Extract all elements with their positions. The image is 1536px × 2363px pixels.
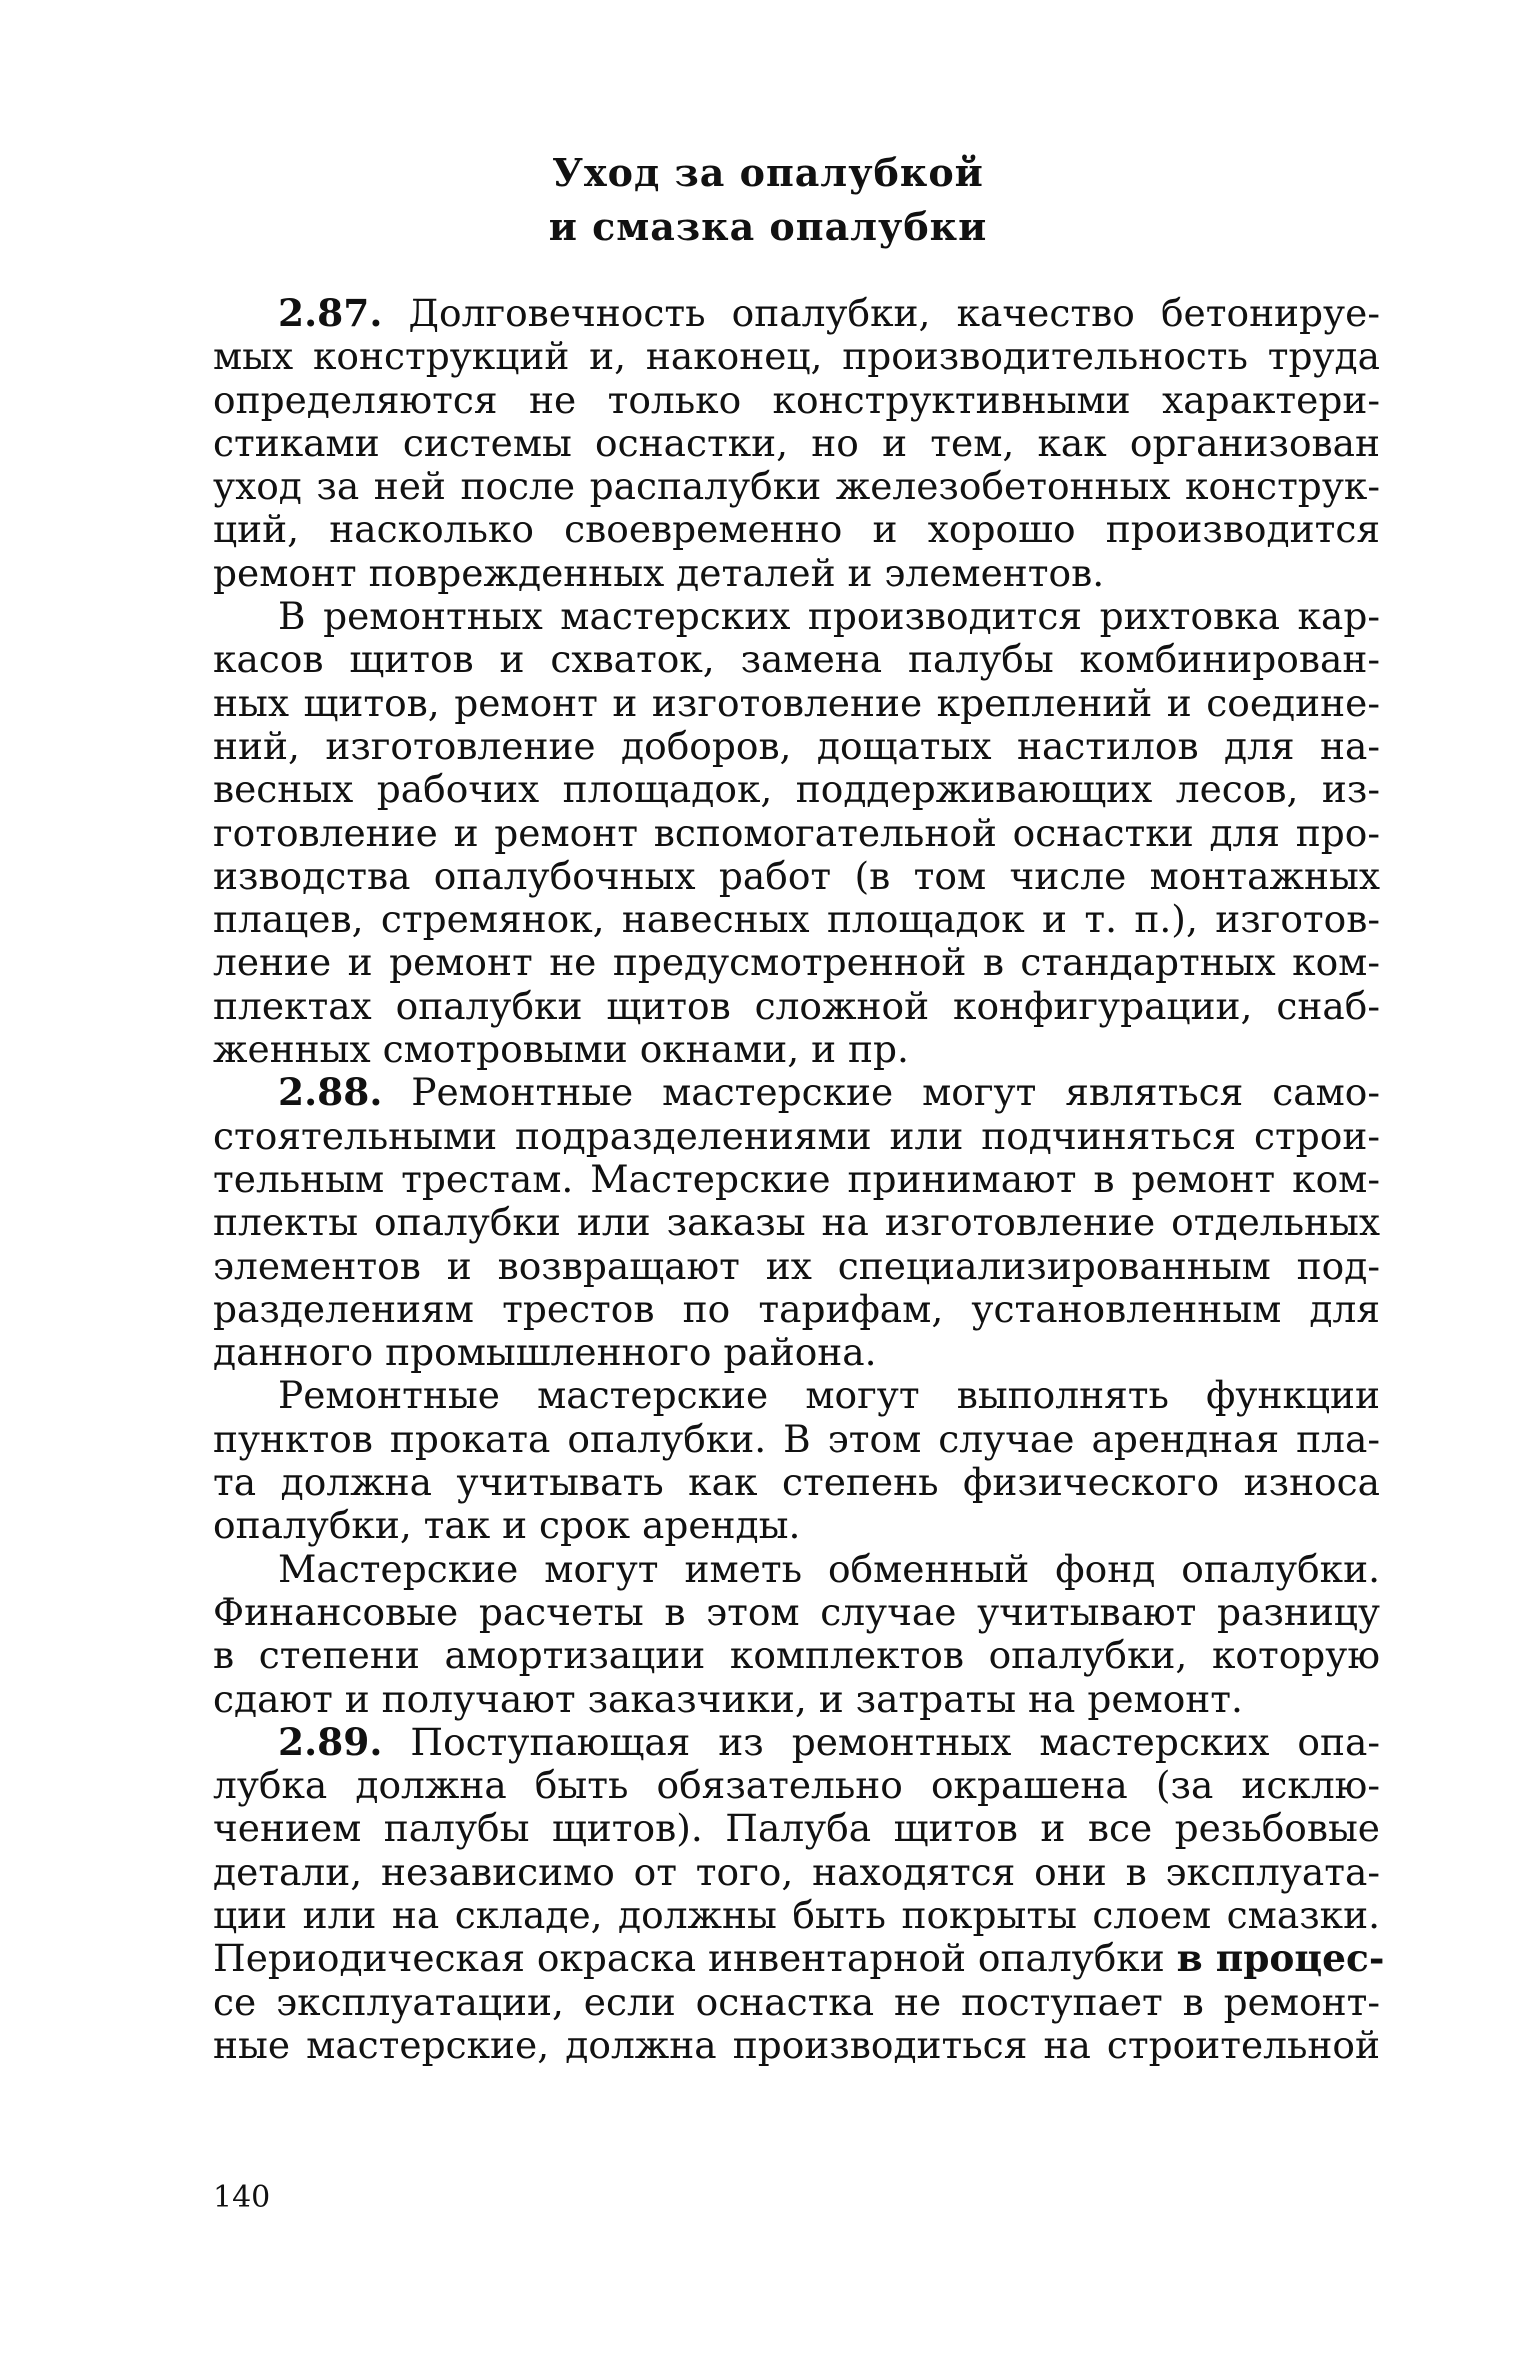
- paragraph-2-88-line: 2.88. Ремонтные мастерские могут являться само-: [278, 1070, 1380, 1115]
- paragraph-2-89-line: детали, независимо от того, находятся они в эксплуата-: [213, 1849, 1380, 1894]
- paragraph-2-89-line: чением палубы щитов). Палуба щитов и все резьбовые: [213, 1806, 1380, 1851]
- paragraph-workshop-line: ление и ремонт не предусмотренной в стандартных ком-: [213, 940, 1380, 985]
- section-heading: [0, 146, 1536, 254]
- paragraph-workshop-line: женных смотровыми окнами, и пр.: [213, 1027, 909, 1072]
- paragraph-workshop-line: В ремонтных мастерских производится рихтовка кар-: [278, 594, 1380, 639]
- paragraph-2-88-line: стоятельными подразделениями или подчиняться строи-: [213, 1113, 1380, 1158]
- paragraph-2-88-line: плекты опалубки или заказы на изготовление отдельных: [213, 1200, 1380, 1245]
- paragraph-workshop-line: ных щитов, ремонт и изготовление креплений и соедине-: [213, 680, 1380, 725]
- paragraph-2-87-line: мых конструкций и, наконец, производительность труда: [213, 334, 1380, 379]
- paragraph-exchange-line: в степени амортизации комплектов опалубки, которую: [213, 1633, 1380, 1678]
- paragraph-2-89-line: лубка должна быть обязательно окрашена (за исклю-: [213, 1763, 1380, 1808]
- paragraph-workshop-line: касов щитов и схваток, замена палубы комбинирован-: [213, 637, 1380, 682]
- paragraph-2-87-line: 2.87. Долговечность опалубки, качество бетонируе-: [278, 291, 1380, 335]
- spaced-emphasis: в процес-: [1176, 1936, 1385, 1981]
- heading-line-2: и смазка опалубки: [548, 204, 988, 249]
- paragraph-2-87-line: уход за ней после распалубки железобетонных конструк-: [213, 464, 1380, 509]
- paragraph-workshop-line: весных рабочих площадок, поддерживающих лесов, из-: [213, 767, 1380, 812]
- paragraph-number: 2.87.: [278, 291, 383, 335]
- paragraph-rental-line: та должна учитывать как степень физического износа: [213, 1460, 1380, 1505]
- paragraph-2-87-line: определяются не только конструктивными характери-: [213, 377, 1380, 422]
- paragraph-rental-line: пунктов проката опалубки. В этом случае арендная пла-: [213, 1416, 1380, 1461]
- paragraph-number: 2.88.: [278, 1070, 383, 1115]
- page-number: 140: [213, 2180, 271, 2215]
- paragraph-rental-line: опалубки, так и срок аренды.: [213, 1503, 801, 1548]
- paragraph-number: 2.89.: [278, 1719, 383, 1764]
- paragraph-workshop-line: изводства опалубочных работ (в том числе монтажных: [213, 853, 1380, 898]
- paragraph-2-87-line: ремонт поврежденных деталей и элементов.: [213, 550, 1105, 595]
- paragraph-2-89-line: ные мастерские, должна производиться на строительной: [213, 2022, 1380, 2067]
- paragraph-exchange-line: Финансовые расчеты в этом случае учитывают разницу: [213, 1589, 1380, 1634]
- paragraph-workshop-line: плектах опалубки щитов сложной конфигурации, снаб-: [213, 983, 1380, 1028]
- paragraph-2-89-line: се эксплуатации, если оснастка не поступает в ремонт-: [213, 1979, 1380, 2024]
- paragraph-2-87-line: стиками системы оснастки, но и тем, как организован: [213, 420, 1380, 465]
- paragraph-workshop-line: ний, изготовление доборов, дощатых настилов для на-: [213, 723, 1380, 768]
- paragraph-2-89-line: Периодическая окраска инвентарной опалубки в процес-: [213, 1936, 1385, 1981]
- paragraph-exchange-line: Мастерские могут иметь обменный фонд опалубки.: [278, 1546, 1380, 1591]
- paragraph-2-88-line: данного промышленного района.: [213, 1330, 877, 1375]
- paragraph-2-89-line: 2.89. Поступающая из ремонтных мастерских опа-: [278, 1719, 1380, 1764]
- paragraph-2-88-line: тельным трестам. Мастерские принимают в ремонт ком-: [213, 1156, 1380, 1201]
- paragraph-rental-line: Ремонтные мастерские могут выполнять функции: [278, 1373, 1380, 1418]
- paragraph-2-89-line: ции или на складе, должны быть покрыты слоем смазки.: [213, 1892, 1380, 1937]
- paragraph-2-87-line: ций, насколько своевременно и хорошо производится: [213, 507, 1380, 552]
- paragraph-exchange-line: сдают и получают заказчики, и затраты на ремонт.: [213, 1676, 1243, 1721]
- heading-line-1: Уход за опалубкой: [552, 150, 984, 195]
- paragraph-2-88-line: элементов и возвращают их специализированным под-: [213, 1243, 1380, 1288]
- paragraph-2-88-line: разделениям трестов по тарифам, установленным для: [213, 1286, 1380, 1331]
- body-text: [213, 291, 1385, 2067]
- paragraph-workshop-line: готовление и ремонт вспомогательной оснастки для про-: [213, 810, 1380, 855]
- paragraph-workshop-line: плацев, стремянок, навесных площадок и т. п.), изготов-: [213, 897, 1380, 942]
